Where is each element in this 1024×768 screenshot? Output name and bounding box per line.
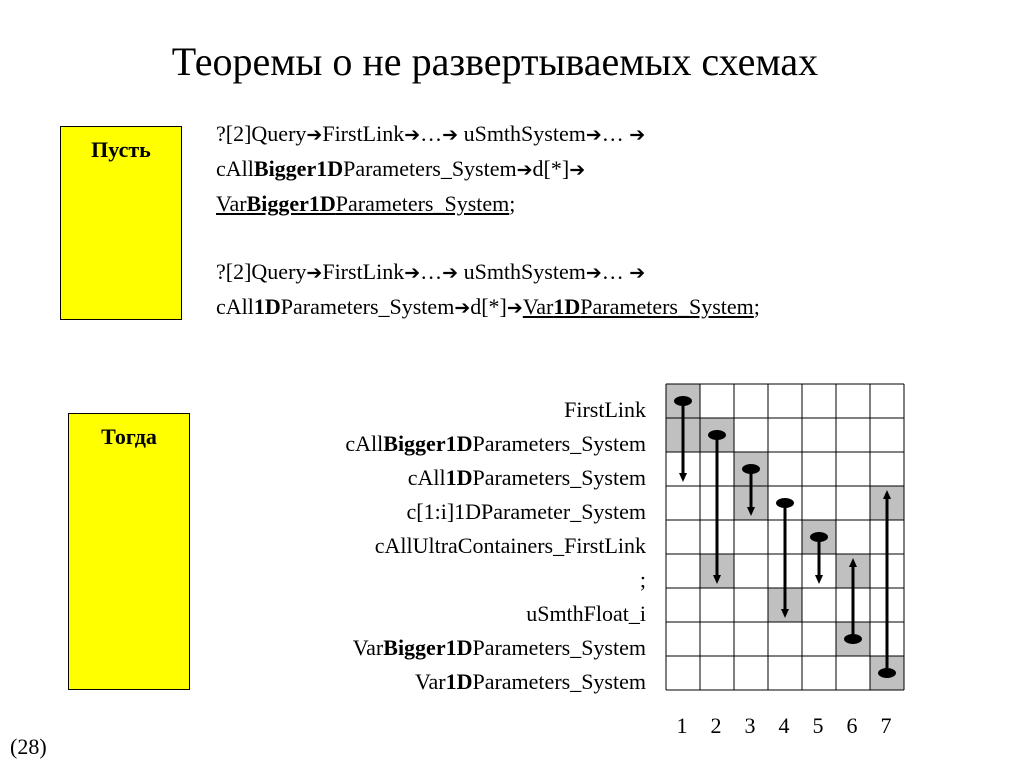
- para2-line2: cAll1DParameters_System➔d[*]➔Var1DParameters_System;: [216, 294, 760, 319]
- let-box: [60, 126, 182, 320]
- para1-line1: ?[2]Query➔FirstLink➔…➔ uSmthSystem➔… ➔: [216, 121, 646, 146]
- arrow-head: [815, 575, 823, 584]
- column-number: 6: [846, 713, 858, 738]
- arrow-icon: ➔: [585, 262, 602, 284]
- dependency-grid: [665, 383, 905, 691]
- arrow-icon: ➔: [629, 262, 646, 284]
- row-label: uSmthFloat_i: [526, 601, 646, 626]
- para1-line3: VarBigger1DParameters_System;: [216, 191, 516, 216]
- row-label: VarBigger1DParameters_System: [352, 635, 646, 660]
- arrow-icon: ➔: [404, 124, 421, 146]
- arrow-icon: ➔: [585, 124, 602, 146]
- arrow-icon: ➔: [569, 159, 586, 181]
- let-label: Пусть: [91, 137, 151, 162]
- column-number: 1: [676, 713, 688, 738]
- column-number: 5: [812, 713, 824, 738]
- arrow-start-dot: [810, 532, 828, 542]
- arrow-start-dot: [742, 464, 760, 474]
- column-number: 4: [778, 713, 790, 738]
- column-number: 7: [880, 713, 892, 738]
- arrow-icon: ➔: [506, 297, 523, 319]
- column-number: 2: [710, 713, 722, 738]
- para2-line1: ?[2]Query➔FirstLink➔…➔ uSmthSystem➔… ➔: [216, 259, 646, 284]
- slide-number: (28): [10, 734, 47, 759]
- arrow-start-dot: [674, 396, 692, 406]
- column-numbers: [665, 713, 903, 743]
- arrow-icon: ➔: [306, 124, 323, 146]
- row-label: Var1DParameters_System: [415, 669, 646, 694]
- slide-title: Теоремы о не развертываемых схемах: [171, 39, 819, 84]
- arrow-start-dot: [708, 430, 726, 440]
- column-number: 3: [744, 713, 756, 738]
- arrow-start-dot: [878, 668, 896, 678]
- row-label: FirstLink: [564, 397, 646, 422]
- arrow-icon: ➔: [454, 297, 471, 319]
- para1-line2: cAllBigger1DParameters_System➔d[*]➔: [216, 156, 586, 181]
- arrow-icon: ➔: [516, 159, 533, 181]
- row-labels: [345, 393, 646, 699]
- arrow-icon: ➔: [306, 262, 323, 284]
- row-label: cAll1DParameters_System: [407, 465, 646, 490]
- arrow-icon: ➔: [629, 124, 646, 146]
- row-label: cAllUltraContainers_FirstLink: [374, 533, 646, 558]
- arrow-icon: ➔: [442, 124, 459, 146]
- arrow-start-dot: [844, 634, 862, 644]
- arrow-icon: ➔: [404, 262, 421, 284]
- arrow-start-dot: [776, 498, 794, 508]
- row-label: cAllBigger1DParameters_System: [345, 431, 646, 456]
- then-box: [68, 413, 190, 690]
- arrow-icon: ➔: [442, 262, 459, 284]
- arrow-head: [679, 473, 687, 482]
- condition-paragraph-2: [216, 255, 760, 325]
- then-label: Тогда: [101, 424, 157, 449]
- condition-paragraph-1: [216, 117, 645, 221]
- row-label: ;: [639, 567, 646, 592]
- row-label: c[1:i]1DParameter_System: [406, 499, 646, 524]
